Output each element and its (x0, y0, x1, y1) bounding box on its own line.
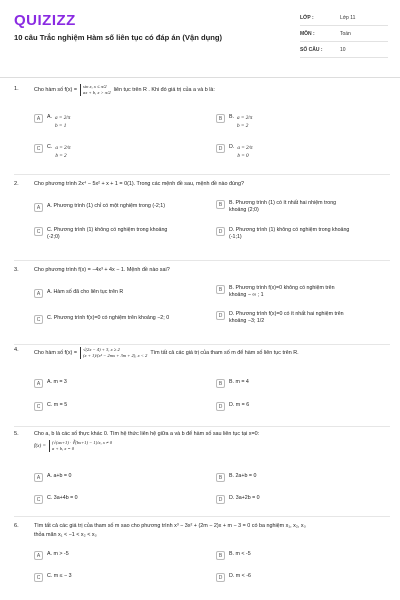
option-d[interactable] (216, 495, 260, 504)
value-line-2: b = 2 (55, 153, 67, 159)
option-d[interactable] (216, 402, 249, 411)
meta-row-class (300, 10, 388, 26)
value-line-2: b = 0 (237, 153, 249, 159)
piece-1: sin x, x ≤ π/2 (83, 84, 107, 89)
option-letter-box: B (216, 473, 225, 482)
option-text: A. Phương trình (1) chỉ có một nghiệm trong (-2;1) (47, 203, 166, 209)
question-text (34, 347, 299, 359)
option-b[interactable] (216, 379, 249, 388)
question-number: 6. (14, 523, 19, 529)
option-c[interactable] (34, 495, 78, 504)
option-a[interactable] (34, 203, 165, 212)
piece-1: √(2x − 4) + 3, x ≥ 2 (83, 347, 120, 352)
question-6 (14, 516, 390, 600)
option-letter-box: A (34, 114, 43, 123)
value-line-2: b = 2 (237, 123, 249, 129)
meta-table (300, 10, 388, 58)
question-lead: Cho hàm số f(x) = (34, 350, 77, 356)
option-value (55, 114, 70, 130)
option-letter-box: D (216, 573, 225, 582)
question-tail: liên tục trên R . Khi đó giá trị của a và b là: (113, 87, 215, 93)
question-5 (14, 426, 390, 516)
quizizz-logo: QUIZIZZ (14, 12, 76, 29)
option-letter-box: D (216, 495, 225, 504)
option-a[interactable] (34, 114, 70, 130)
option-letter-box: C (34, 402, 43, 411)
piece-2: (x + 1)/(x² − 2mx + 3m + 2), x < 2 (83, 353, 148, 358)
meta-value: 10 (340, 46, 346, 53)
question-text: Cho phương trình f(x) = −4x³ + 4x − 1. Mệnh đề nào sai? (34, 267, 170, 273)
meta-key: SỐ CÂU : (300, 46, 323, 53)
question-3 (14, 260, 390, 344)
option-b[interactable] (216, 551, 251, 560)
option-b[interactable] (216, 285, 335, 299)
option-text: C. Phương trình (1) không có nghiệm trong khoảng (-2;0) (47, 227, 168, 240)
option-d[interactable] (216, 227, 349, 241)
option-letter-box: A (34, 203, 43, 212)
question-text: Cho a, b là các số thực khác 0. Tìm hệ thức liên hệ giữa a và b để hàm số sau liên tục tại x=0: (34, 431, 260, 437)
question-2 (14, 174, 390, 258)
value-line-1: a = 2/π (55, 145, 71, 151)
option-text: C. m = 5 (47, 402, 68, 408)
option-d[interactable] (216, 573, 251, 582)
document-title: 10 câu Trắc nghiệm Hàm số liên tục có đáp án (Vận dụng) (14, 33, 223, 42)
option-text: C. Phương trình f(x)=0 có nghiệm trên khoảng −2; 0 (47, 315, 170, 321)
function-definition (34, 440, 112, 452)
option-text: D. 3a+2b = 0 (229, 495, 260, 501)
option-letter-box: C (34, 144, 43, 153)
question-4 (14, 344, 390, 426)
question-number: 4. (14, 347, 19, 353)
option-label: A. (47, 114, 53, 120)
option-b[interactable] (216, 114, 252, 130)
question-number: 5. (14, 431, 19, 437)
option-letter-box: C (34, 495, 43, 504)
option-label: B. (229, 114, 235, 120)
option-c[interactable] (34, 144, 71, 160)
option-c[interactable] (34, 315, 169, 324)
option-letter-box: A (34, 379, 43, 388)
option-value (55, 144, 70, 160)
meta-value: Lớp 11 (340, 14, 356, 21)
option-value (237, 114, 252, 130)
option-letter-box: D (216, 227, 225, 236)
option-letter-box: B (216, 200, 225, 209)
option-a[interactable] (34, 379, 67, 388)
value-line-1: a = 2/π (237, 115, 253, 121)
option-c[interactable] (34, 402, 67, 411)
option-letter-box: D (216, 402, 225, 411)
value-line-2: b = 1 (55, 123, 67, 129)
question-number: 1. (14, 86, 19, 92)
option-letter-box: A (34, 289, 43, 298)
option-text: A. m = 3 (47, 379, 67, 385)
option-letter-box: B (216, 285, 225, 294)
option-letter-box: B (216, 551, 225, 560)
option-b[interactable] (216, 200, 336, 214)
meta-key: LỚP : (300, 14, 314, 21)
option-label: D. (229, 144, 235, 150)
function-lead: f(x) = (34, 443, 46, 449)
option-text: D. m = 6 (229, 402, 250, 408)
question-text: Tìm tất cả các giá trị của tham số m sao cho phương trình x³ − 3x² + (2m − 2)x + m − 3 = 0 có ba nghiệm x₁, x₂, x₃ (34, 523, 306, 529)
piece-2: a + b, x = 0 (52, 446, 75, 451)
question-text-line-2: thỏa mãn x₁ < −1 < x₂ < x₃ (34, 532, 97, 538)
option-letter-box: B (216, 379, 225, 388)
option-letter-box: B (216, 114, 225, 123)
piecewise-function (49, 440, 112, 452)
question-number: 2. (14, 181, 19, 187)
question-text: Cho phương trình 2x⁴ − 5x² + x + 1 = 0(1). Trong các mệnh đề sau, mệnh đề nào đúng? (34, 181, 244, 187)
piecewise-function (80, 347, 147, 359)
piecewise-function (80, 84, 111, 96)
option-letter-box: D (216, 144, 225, 153)
meta-value: Toán (340, 30, 351, 37)
option-letter-box: C (34, 315, 43, 324)
question-number: 3. (14, 267, 19, 273)
option-letter-box: A (34, 551, 43, 560)
option-value (237, 144, 252, 160)
value-line-1: a = 2/π (237, 145, 253, 151)
meta-row-subject (300, 26, 388, 42)
question-lead: Cho hàm số f(x) = (34, 87, 77, 93)
meta-key: MÔN : (300, 30, 315, 37)
option-label: C. (47, 144, 53, 150)
option-letter-box: C (34, 573, 43, 582)
option-text: A. Hàm số đã cho liên tục trên R (47, 289, 124, 295)
option-text: B. m = 4 (229, 379, 249, 385)
option-text: B. 2a+b = 0 (229, 473, 257, 479)
option-text: D. Phương trình (1) không có nghiệm trong khoảng (-1;1) (229, 227, 350, 240)
question-text (34, 84, 215, 96)
value-line-1: a = 2/π (55, 115, 71, 121)
option-a[interactable] (34, 551, 69, 560)
option-d[interactable] (216, 311, 344, 325)
option-text: B. Phương trình (1) có ít nhất hai nhiệm trong khoảng (2;0) (229, 200, 337, 213)
option-letter-box: D (216, 311, 225, 320)
option-d[interactable] (216, 144, 253, 160)
option-c[interactable] (34, 227, 167, 241)
option-letter-box: A (34, 473, 43, 482)
piece-2: ax + b, x > π/2 (83, 90, 111, 95)
option-a[interactable] (34, 473, 71, 482)
option-letter-box: C (34, 227, 43, 236)
option-text: A. m > -5 (47, 551, 69, 557)
meta-row-count (300, 42, 388, 58)
option-text: B. Phương trình f(x)=0 không có nghiệm trên khoảng − ∞ ; 1 (229, 285, 335, 298)
question-tail: Tìm tất cả các giá trị của tham số m để hàm số liên tục trên R. (150, 350, 299, 356)
piece-1: (√(ax+1) · ∛(bx+1) − 1)/x, x ≠ 0 (52, 440, 112, 445)
option-a[interactable] (34, 289, 123, 298)
option-c[interactable] (34, 573, 72, 582)
question-1 (14, 80, 390, 172)
option-text: B. m < -5 (229, 551, 251, 557)
option-text: C. 3a+4b = 0 (47, 495, 78, 501)
option-b[interactable] (216, 473, 256, 482)
option-text: A. a+b = 0 (47, 473, 72, 479)
option-text: D. m < -6 (229, 573, 251, 579)
option-text: C. m ≤ − 3 (47, 573, 72, 579)
option-text: D. Phương trình f(x)=0 có ít nhất hai nghiệm trên khoảng −3; 1/2 (229, 311, 344, 324)
document-header (0, 0, 400, 78)
